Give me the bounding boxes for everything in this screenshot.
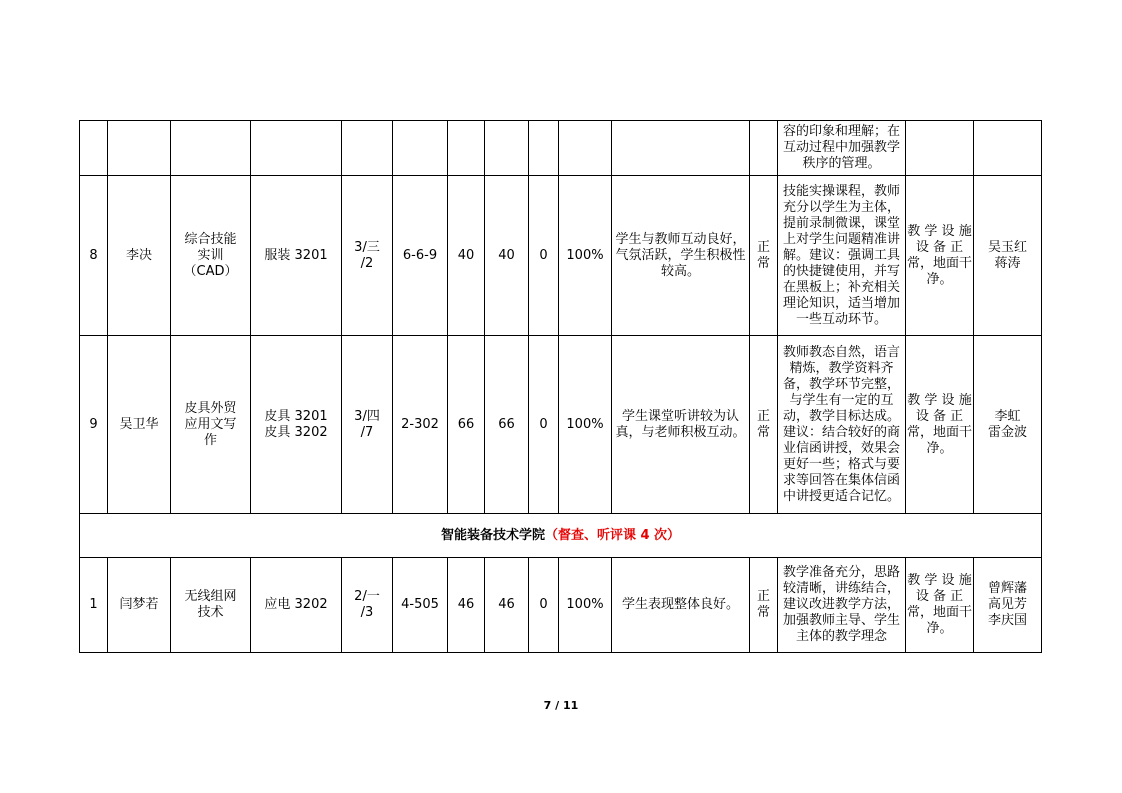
cell-course: 皮具外贸 应用文写 作: [171, 336, 251, 514]
cell-class: 应电 3202: [251, 558, 342, 653]
cell-no: 9: [80, 336, 108, 514]
cell-class: 皮具 3201 皮具 3202: [251, 336, 342, 514]
cell-period: [393, 121, 448, 176]
cell-status: [750, 558, 778, 653]
cell-week: 3/三 /2: [342, 176, 393, 336]
section-header: [80, 514, 1042, 558]
cell-student-state: 学生与教师互动良好，气氛活跃，学生积极性较高。: [612, 176, 750, 336]
table-row: [80, 121, 1042, 176]
cell-course: 综合技能 实训 （CAD）: [171, 176, 251, 336]
cell-actual-count: 40: [485, 176, 529, 336]
cell-no: [80, 121, 108, 176]
cell-no: 1: [80, 558, 108, 653]
cell-environment: 教 学 设 施 设 备 正常，地面干净。: [906, 558, 974, 653]
cell-inspectors: 吴玉红 蒋涛: [974, 176, 1042, 336]
cell-environment: 教 学 设 施 设 备 正常，地面干净。: [906, 176, 974, 336]
cell-teacher: [108, 121, 171, 176]
cell-attendance-rate: [559, 121, 612, 176]
table-row: [80, 176, 1042, 336]
cell-teacher: 吴卫华: [108, 336, 171, 514]
cell-course: 无线组网 技术: [171, 558, 251, 653]
section-header-row: [80, 514, 1042, 558]
cell-absent-count: 0: [529, 176, 559, 336]
cell-expected-count: 66: [448, 336, 485, 514]
table-row: [80, 336, 1042, 514]
cell-course: [171, 121, 251, 176]
inspection-table: [79, 120, 1042, 653]
cell-actual-count: [485, 121, 529, 176]
cell-environment: 教 学 设 施 设 备 正常，地面干净。: [906, 336, 974, 514]
cell-period: 2-302: [393, 336, 448, 514]
cell-week: 2/一 /3: [342, 558, 393, 653]
cell-status: [750, 336, 778, 514]
cell-status: [750, 121, 778, 176]
cell-absent-count: 0: [529, 336, 559, 514]
cell-expected-count: 40: [448, 176, 485, 336]
cell-period: 6-6-9: [393, 176, 448, 336]
cell-status: [750, 176, 778, 336]
cell-actual-count: 46: [485, 558, 529, 653]
cell-inspectors: 李虹 雷金波: [974, 336, 1042, 514]
cell-status-text: 正常: [756, 239, 770, 271]
cell-environment: [906, 121, 974, 176]
cell-class: 服装 3201: [251, 176, 342, 336]
cell-week: [342, 121, 393, 176]
cell-inspectors: 曾辉藩 高见芳 李庆国: [974, 558, 1042, 653]
cell-comment: 教师教态自然，语言精炼，教学资料齐备，教学环节完整，与学生有一定的互动，教学目标达成。建议：结合较好的商业信函讲授，效果会更好一些；格式与要求等回答在集体信函中讲授更适合记忆。: [778, 336, 906, 514]
section-title: 智能装备技术学院: [440, 527, 545, 543]
cell-actual-count: 66: [485, 336, 529, 514]
cell-inspectors: [974, 121, 1042, 176]
cell-status-text: 正常: [756, 589, 770, 620]
cell-expected-count: [448, 121, 485, 176]
cell-student-state: 学生表现整体良好。: [612, 558, 750, 653]
section-note: （督查、听评课 4 次）: [544, 527, 681, 543]
cell-attendance-rate: 100%: [559, 176, 612, 336]
page-number: 7 / 11: [543, 699, 579, 712]
cell-student-state: [612, 121, 750, 176]
cell-status-text: 正常: [756, 408, 770, 440]
cell-expected-count: 46: [448, 558, 485, 653]
cell-teacher: 李决: [108, 176, 171, 336]
cell-absent-count: 0: [529, 558, 559, 653]
cell-class: [251, 121, 342, 176]
cell-teacher: 闫梦若: [108, 558, 171, 653]
cell-attendance-rate: 100%: [559, 336, 612, 514]
cell-period: 4-505: [393, 558, 448, 653]
table-row: [80, 558, 1042, 653]
cell-comment: 技能实操课程，教师充分以学生为主体，提前录制微课，课堂上对学生问题精准讲解。建议：强调工具的快捷键使用，并写在黑板上；补充相关理论知识，适当增加一些互动环节。: [778, 176, 906, 336]
cell-no: 8: [80, 176, 108, 336]
cell-attendance-rate: 100%: [559, 558, 612, 653]
cell-comment: 教学准备充分，思路较清晰，讲练结合，建议改进教学方法，加强教师主导、学生主体的教学理念: [778, 558, 906, 653]
cell-week: 3/四 /7: [342, 336, 393, 514]
cell-comment: 容的印象和理解；在互动过程中加强教学秩序的管理。: [778, 121, 906, 176]
cell-absent-count: [529, 121, 559, 176]
cell-student-state: 学生课堂听讲较为认真，与老师积极互动。: [612, 336, 750, 514]
